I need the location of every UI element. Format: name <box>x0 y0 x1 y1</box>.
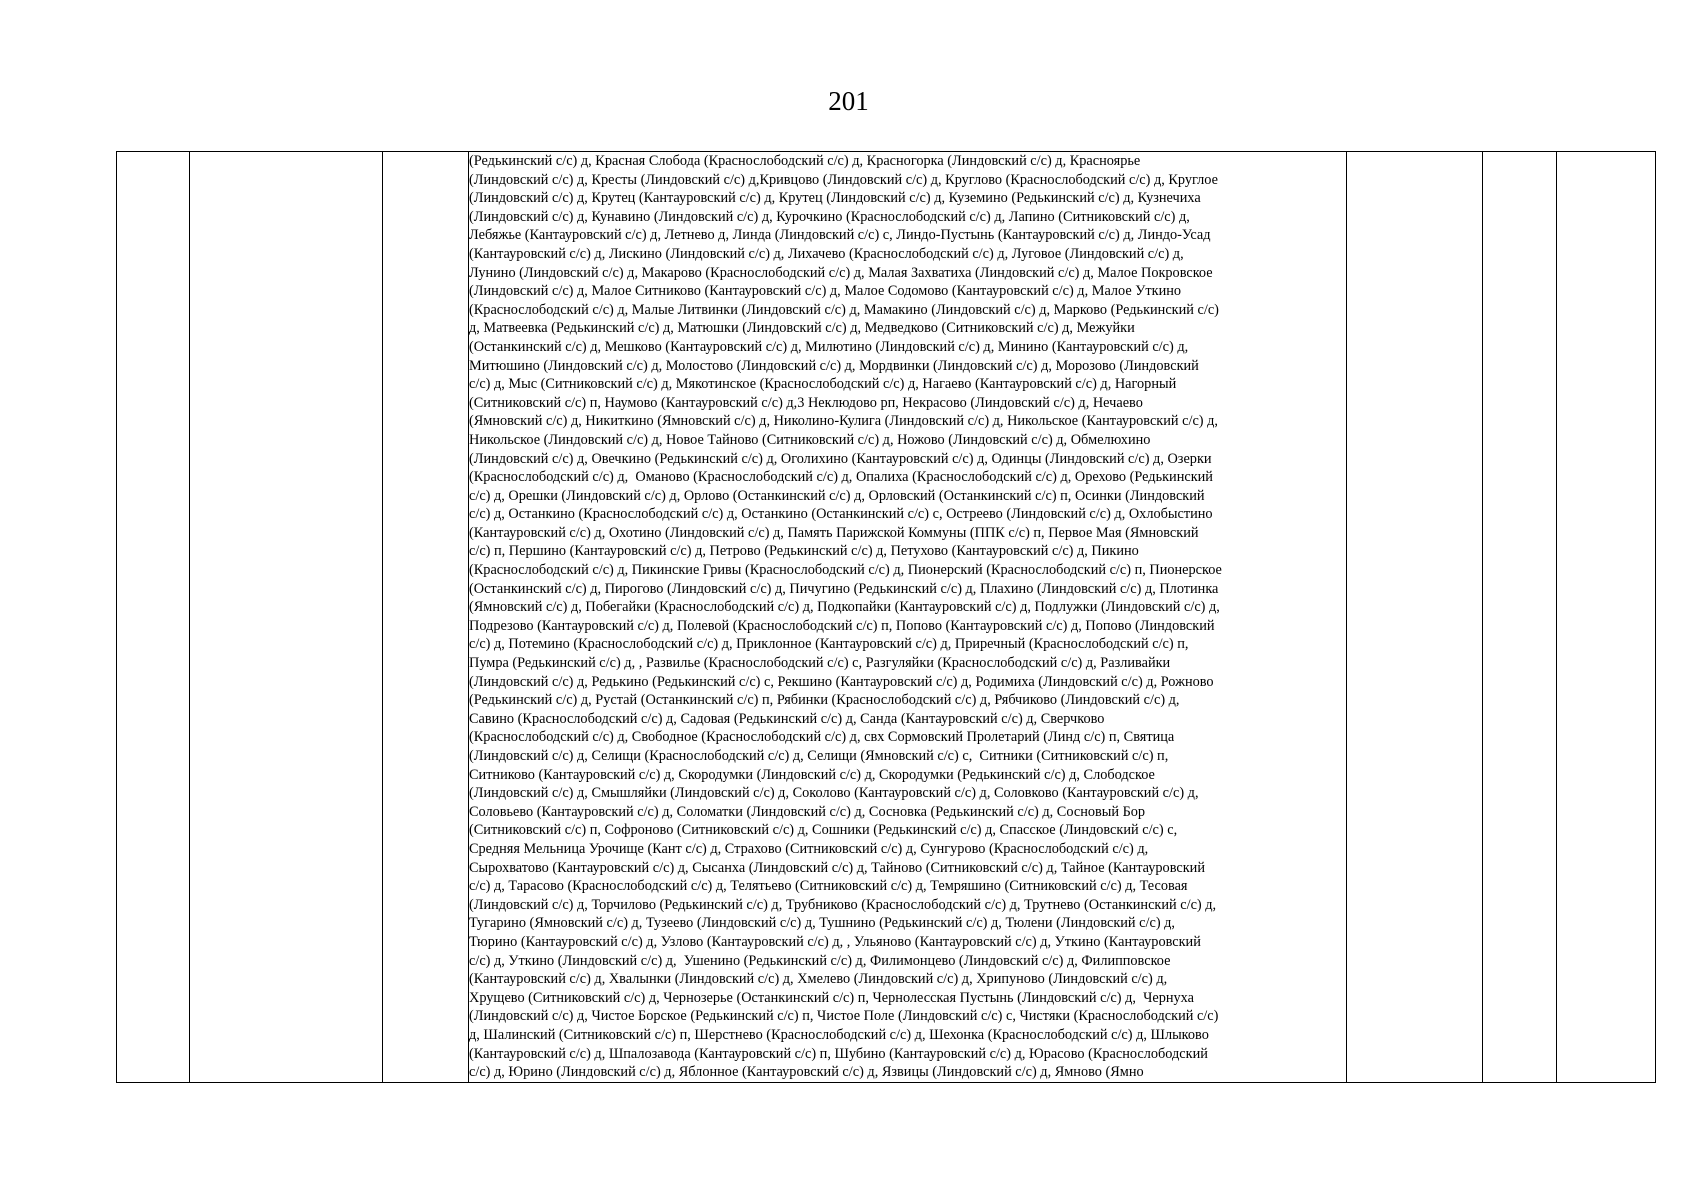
text-line: (Краснослободский с/с) д, Пикинские Гривы (Краснослободский с/с) д, Пионерский (Краснослободский с/с) п, Пионерское <box>469 562 1222 579</box>
text-line: (Останкинский с/с) д, Пирогово (Линдовский с/с) д, Пичугино (Редькинский с/с) д, Плахино (Линдовский с/с) д, Плотинка <box>469 580 1219 597</box>
text-line: (Краснослободский с/с) д, Оманово (Краснослободский с/с) д, Опалиха (Краснослободский с/с) д, Орехово (Редькинский <box>469 469 1213 486</box>
text-line: с/с) д, Потемино (Краснослободский с/с) д, Приклонное (Кантауровский с/с) д, Приречный (Краснослободский с/с) п, <box>469 636 1189 653</box>
page-number: 201 <box>828 86 869 116</box>
text-line: (Линдовский с/с) д, Селищи (Краснослободский с/с) д, Селищи (Ямновский с/с) с, Ситники (Ситниковский с/с) п, <box>469 748 1169 764</box>
text-line: Никольское (Линдовский с/с) д, Новое Тайново (Ситниковский с/с) д, Ножово (Линдовский с/с) д, Обмелюхино <box>469 431 1151 448</box>
table-cell-empty-5 <box>1347 152 1483 1083</box>
text-line: Лунино (Линдовский с/с) д, Макарово (Краснослободский с/с) д, Малая Захватиха (Линдовский с/с) д, Малое Покровское <box>469 264 1213 281</box>
table-cell-empty-7 <box>1557 152 1656 1083</box>
text-line: (Линдовский с/с) д, Редькино (Редькинский с/с) с, Рекшино (Кантауровский с/с) д, Родимиха (Линдовский с/с) д, Рожново <box>469 673 1214 690</box>
text-line: Тюрино (Кантауровский с/с) д, Узлово (Кантауровский с/с) д, , Ульяново (Кантауровский с/с) д, Уткино (Кантауровский <box>469 933 1201 950</box>
data-table <box>116 151 1656 1083</box>
text-line: Подрезово (Кантауровский с/с) д, Полевой (Краснослободский с/с) п, Попово (Кантауровский с/с) д, Попово (Линдовский <box>469 617 1215 634</box>
text-line: (Кантауровский с/с) д, Охотино (Линдовский с/с) д, Память Парижской Коммуны (ППК с/с) п, Первое Мая (Ямновский <box>469 524 1199 541</box>
text-line: Савино (Краснослободский с/с) д, Садовая (Редькинский с/с) д, Санда (Кантауровский с/с) д, Сверчково <box>469 710 1105 727</box>
text-line: с/с) д, Орешки (Линдовский с/с) д, Орлово (Останкинский с/с) д, Орловский (Останкинский с/с) п, Осинки (Линдовский <box>469 487 1205 504</box>
table-row <box>117 152 1656 1083</box>
text-line: д, Матвеевка (Редькинский с/с) д, Матюшки (Линдовский с/с) д, Медведково (Ситниковский с/с) д, Межуйки <box>469 320 1135 337</box>
text-line: (Ситниковский с/с) п, Софроново (Ситниковский с/с) д, Сошники (Редькинский с/с) д, Спасское (Линдовский с/с) с, <box>469 822 1178 839</box>
text-line: Тугарино (Ямновский с/с) д, Тузеево (Линдовский с/с) д, Тушнино (Редькинский с/с) д, Тюлени (Линдовский с/с) д, <box>469 915 1176 932</box>
text-line: Ситниково (Кантауровский с/с) д, Скородумки (Линдовский с/с) д, Скородумки (Редькинский с/с) д, Слободское <box>469 766 1155 783</box>
text-line: д, Шалинский (Ситниковский с/с) п, Шерстнево (Краснослободский с/с) д, Шехонка (Краснослободский с/с) д, Шлыково <box>469 1026 1209 1043</box>
text-line: Лебяжье (Кантауровский с/с) д, Летнево д, Линда (Линдовский с/с) с, Линдо-Пустынь (Кантауровский с/с) д, Линдо-Усад <box>469 227 1211 244</box>
text-line: (Редькинский с/с) д, Рустай (Останкинский с/с) п, Рябинки (Краснослободский с/с) д, Рябчиково (Линдовский с/с) д, <box>469 692 1180 709</box>
text-line: (Ямновский с/с) д, Никиткино (Ямновский с/с) д, Николино-Кулига (Линдовский с/с) д, Никольское (Кантауровский с/с) д, <box>469 413 1218 430</box>
text-line: (Линдовский с/с) д, Крутец (Кантауровский с/с) д, Крутец (Линдовский с/с) д, Куземино (Редькинский с/с) д, Кузнечиха <box>469 190 1201 207</box>
text-line: с/с) д, Останкино (Краснослободский с/с) д, Останкино (Останкинский с/с) с, Остреево (Линдовский с/с) д, Охлобыстино <box>469 506 1213 523</box>
text-line: (Ситниковский с/с) п, Наумово (Кантауровский с/с) д,3 Неклюдово рп, Некрасово (Линдовский с/с) д, Нечаево <box>469 394 1143 411</box>
text-line: (Кантауровский с/с) д, Хвалынки (Линдовский с/с) д, Хмелево (Линдовский с/с) д, Хрипуново (Линдовский с/с) д, <box>469 971 1168 988</box>
text-line: (Линдовский с/с) д, Кунавино (Линдовский с/с) д, Курочкино (Краснослободский с/с) д, Лапино (Ситниковский с/с) д, <box>469 208 1190 225</box>
text-line: Соловьево (Кантауровский с/с) д, Соломатки (Линдовский с/с) д, Сосновка (Редькинский с/с) д, Сосновый Бор <box>469 803 1146 820</box>
text-line: (Кантауровский с/с) д, Шпалозавода (Кантауровский с/с) п, Шубино (Кантауровский с/с) д, Юрасово (Краснослободский <box>469 1045 1208 1062</box>
text-line: Сырохватово (Кантауровский с/с) д, Сысанха (Линдовский с/с) д, Тайново (Ситниковский с/с) д, Тайное (Кантауровский <box>469 859 1205 876</box>
text-line: с/с) д, Мыс (Ситниковский с/с) д, Мякотинское (Краснослободский с/с) д, Нагаево (Кантауровский с/с) д, Нагорный <box>469 376 1177 393</box>
text-line: (Краснослободский с/с) д, Свободное (Краснослободский с/с) д, свх Сормовский Пролетарий (Линд с/с) п, Святица <box>469 729 1175 746</box>
text-line: (Линдовский с/с) д, Торчилово (Редькинский с/с) д, Трубниково (Краснослободский с/с) д, Трутнево (Останкинский с/с) д, <box>469 896 1217 913</box>
text-line: с/с) п, Першино (Кантауровский с/с) д, Петрово (Редькинский с/с) д, Петухово (Кантауровский с/с) д, Пикино <box>469 543 1139 560</box>
text-line: Средняя Мельница Урочище (Кант с/с) д, Страхово (Ситниковский с/с) д, Сунгурово (Краснослободский с/с) д, <box>469 840 1149 857</box>
text-line: (Линдовский с/с) д, Овечкино (Редькинский с/с) д, Оголихино (Кантауровский с/с) д, Одинцы (Линдовский с/с) д, Озерки <box>469 450 1212 467</box>
text-line: (Кантауровский с/с) д, Лискино (Линдовский с/с) д, Лихачево (Краснослободский с/с) д, Луговое (Линдовский с/с) д, <box>469 245 1184 262</box>
text-line: с/с) д, Уткино (Линдовский с/с) д, Ушенино (Редькинский с/с) д, Филимонцево (Линдовский с/с) д, Филипповское <box>469 952 1171 969</box>
table-cell-empty-1 <box>117 152 190 1083</box>
text-line: (Редькинский с/с) д, Красная Слобода (Краснослободский с/с) д, Красногорка (Линдовский с/с) д, Красноярье <box>469 153 1141 169</box>
text-line: (Ямновский с/с) д, Побегайки (Краснослободский с/с) д, Подкопайки (Кантауровский с/с) д, Подлужки (Линдовский с/с) д, <box>469 599 1220 616</box>
text-line: с/с) д, Юрино (Линдовский с/с) д, Яблонное (Кантауровский с/с) д, Язвицы (Линдовский с/с) д, Ямново (Ямно <box>469 1064 1144 1081</box>
text-line: Пумра (Редькинский с/с) д, , Развилье (Краснослободский с/с) с, Разгуляйки (Краснослободский с/с) д, Разливайки <box>469 655 1171 672</box>
text-line: (Останкинский с/с) д, Мешково (Кантауровский с/с) д, Милютино (Линдовский с/с) д, Минино (Кантауровский с/с) д, <box>469 338 1189 355</box>
text-line: (Краснослободский с/с) д, Малые Литвинки (Линдовский с/с) д, Мамакино (Линдовский с/с) д, Марково (Редькинский с/с) <box>469 301 1219 318</box>
text-line: (Линдовский с/с) д, Кресты (Линдовский с/с) д,Кривцово (Линдовский с/с) д, Круглово (Краснослободский с/с) д, Круглое <box>469 171 1218 188</box>
text-line: с/с) д, Тарасово (Краснослободский с/с) д, Телятьево (Ситниковский с/с) д, Темряшино (Ситниковский с/с) д, Тесовая <box>469 878 1188 895</box>
text-line: Митюшино (Линдовский с/с) д, Молостово (Линдовский с/с) д, Мордвинки (Линдовский с/с) д, Морозово (Линдовский <box>469 357 1199 374</box>
text-line: (Линдовский с/с) д, Смышляйки (Линдовский с/с) д, Соколово (Кантауровский с/с) д, Соловково (Кантауровский с/с) д, <box>469 785 1199 802</box>
table-cell-empty-3 <box>383 152 469 1083</box>
text-line: Хрущево (Ситниковский с/с) д, Чернозерье (Останкинский с/с) п, Чернолесская Пустынь (Линдовский с/с) д, Чернуха <box>469 989 1194 1006</box>
text-line: (Линдовский с/с) д, Малое Ситниково (Кантауровский с/с) д, Малое Содомово (Кантауровский с/с) д, Малое Уткино <box>469 283 1182 300</box>
table-cell-empty-2 <box>190 152 383 1083</box>
text-line: (Линдовский с/с) д, Чистое Борское (Редькинский с/с) п, Чистое Поле (Линдовский с/с) с, Чистяки (Краснослободский с/с) <box>469 1008 1219 1025</box>
table-cell-empty-6 <box>1483 152 1557 1083</box>
settlements-list-cell <box>469 152 1347 1083</box>
